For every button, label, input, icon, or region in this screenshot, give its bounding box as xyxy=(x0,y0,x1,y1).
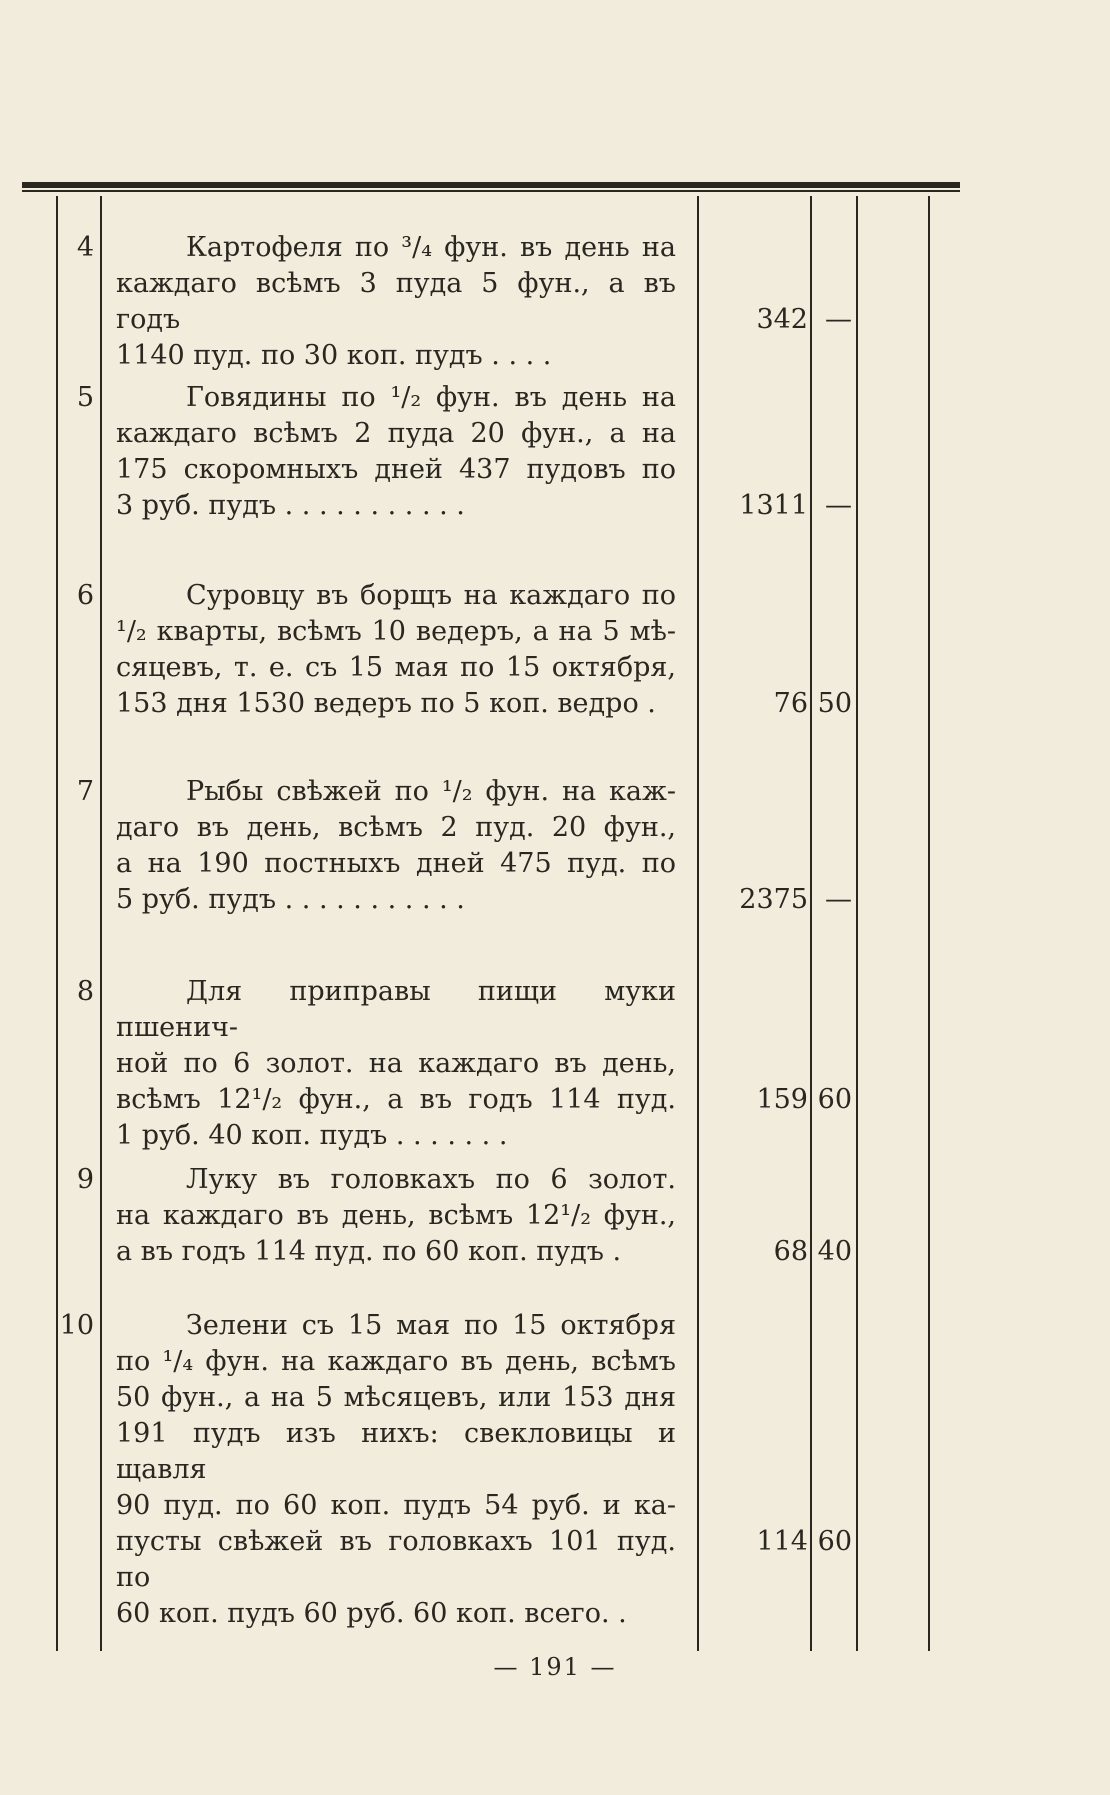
entry-number: 4 xyxy=(76,232,94,263)
description-line: ной по 6 золот. на каждаго въ день, xyxy=(116,1048,676,1079)
header-double-rule xyxy=(22,182,960,192)
column-divider xyxy=(100,196,102,1651)
description-line: 50 фун., а на 5 мѣсяцевъ, или 153 дня xyxy=(116,1382,676,1413)
entry-number: 5 xyxy=(76,382,94,413)
column-divider xyxy=(856,196,858,1651)
description-line: каждаго всѣмъ 3 пуда 5 фун., а въ годъ xyxy=(116,268,676,335)
description-line: 175 скоромныхъ дней 437 пудовъ по xyxy=(116,454,676,485)
entry-number: 7 xyxy=(76,776,94,807)
description-line: а на 190 постныхъ дней 475 пуд. по xyxy=(116,848,676,879)
entry-number: 8 xyxy=(76,976,94,1007)
page-number: — 191 — xyxy=(493,1653,617,1681)
amount-kopecks: — xyxy=(825,884,852,915)
amount-rubles: 1311 xyxy=(739,490,808,521)
amount-kopecks: — xyxy=(825,490,852,521)
amount-kopecks: 60 xyxy=(817,1526,852,1557)
amount-rubles: 342 xyxy=(756,304,808,335)
description-line: 1 руб. 40 коп. пудъ . . . . . . . xyxy=(116,1120,508,1151)
amount-kopecks: 50 xyxy=(817,688,852,719)
description-line: 191 пудъ изъ нихъ: свекловицы и щавля xyxy=(116,1418,676,1485)
description-line: Суровцу въ борщъ на каждаго по xyxy=(186,580,676,611)
amount-rubles: 159 xyxy=(756,1084,808,1115)
description-line: Зелени съ 15 мая по 15 октября xyxy=(186,1310,676,1341)
entry-number: 6 xyxy=(76,580,94,611)
description-line: 60 коп. пудъ 60 руб. 60 коп. всего. . xyxy=(116,1598,627,1629)
amount-kopecks: 40 xyxy=(817,1236,852,1267)
entry-description xyxy=(116,578,676,722)
entry-number: 10 xyxy=(59,1310,94,1341)
description-line: 90 пуд. по 60 коп. пудъ 54 руб. и ка- xyxy=(116,1490,676,1521)
column-divider xyxy=(810,196,812,1651)
description-line: на каждаго въ день, всѣмъ 12¹/₂ фун., xyxy=(116,1200,676,1231)
description-line: Для приправы пищи муки пшенич- xyxy=(116,976,676,1043)
entry-number: 9 xyxy=(76,1164,94,1195)
amount-rubles: 76 xyxy=(773,688,808,719)
description-line: 5 руб. пудъ . . . . . . . . . . . xyxy=(116,884,465,915)
amount-kopecks: 60 xyxy=(817,1084,852,1115)
amount-kopecks: — xyxy=(825,304,852,335)
description-line: Луку въ головкахъ по 6 золот. xyxy=(186,1164,676,1195)
description-line: всѣмъ 12¹/₂ фун., а въ годъ 114 пуд. xyxy=(116,1084,676,1115)
column-divider xyxy=(697,196,699,1651)
description-line: ¹/₂ кварты, всѣмъ 10 ведеръ, а на 5 мѣ- xyxy=(116,616,676,647)
entry-description xyxy=(116,380,676,524)
amount-rubles: 114 xyxy=(756,1526,808,1557)
amount-rubles: 2375 xyxy=(739,884,808,915)
description-line: пусты свѣжей въ головкахъ 101 пуд. по xyxy=(116,1526,676,1593)
description-line: сяцевъ, т. е. съ 15 мая по 15 октября, xyxy=(116,652,676,683)
description-line: по ¹/₄ фун. на каждаго въ день, всѣмъ xyxy=(116,1346,676,1377)
description-line: Говядины по ¹/₂ фун. въ день на xyxy=(186,382,676,413)
column-divider xyxy=(928,196,930,1651)
description-line: Рыбы свѣжей по ¹/₂ фун. на каж- xyxy=(186,776,676,807)
entry-description xyxy=(116,774,676,918)
description-line: каждаго всѣмъ 2 пуда 20 фун., а на xyxy=(116,418,676,449)
description-line: Картофеля по ³/₄ фун. въ день на xyxy=(186,232,676,263)
description-line: а въ годъ 114 пуд. по 60 коп. пудъ . xyxy=(116,1236,622,1267)
description-line: 153 дня 1530 ведеръ по 5 коп. ведро . xyxy=(116,688,656,719)
description-line: 1140 пуд. по 30 коп. пудъ . . . . xyxy=(116,340,552,371)
description-line: даго въ день, всѣмъ 2 пуд. 20 фун., xyxy=(116,812,676,843)
entry-description xyxy=(116,974,676,1154)
description-line: 3 руб. пудъ . . . . . . . . . . . xyxy=(116,490,465,521)
entry-description xyxy=(116,1308,676,1632)
entry-description xyxy=(116,230,676,374)
amount-rubles: 68 xyxy=(773,1236,808,1267)
entry-description xyxy=(116,1162,676,1270)
